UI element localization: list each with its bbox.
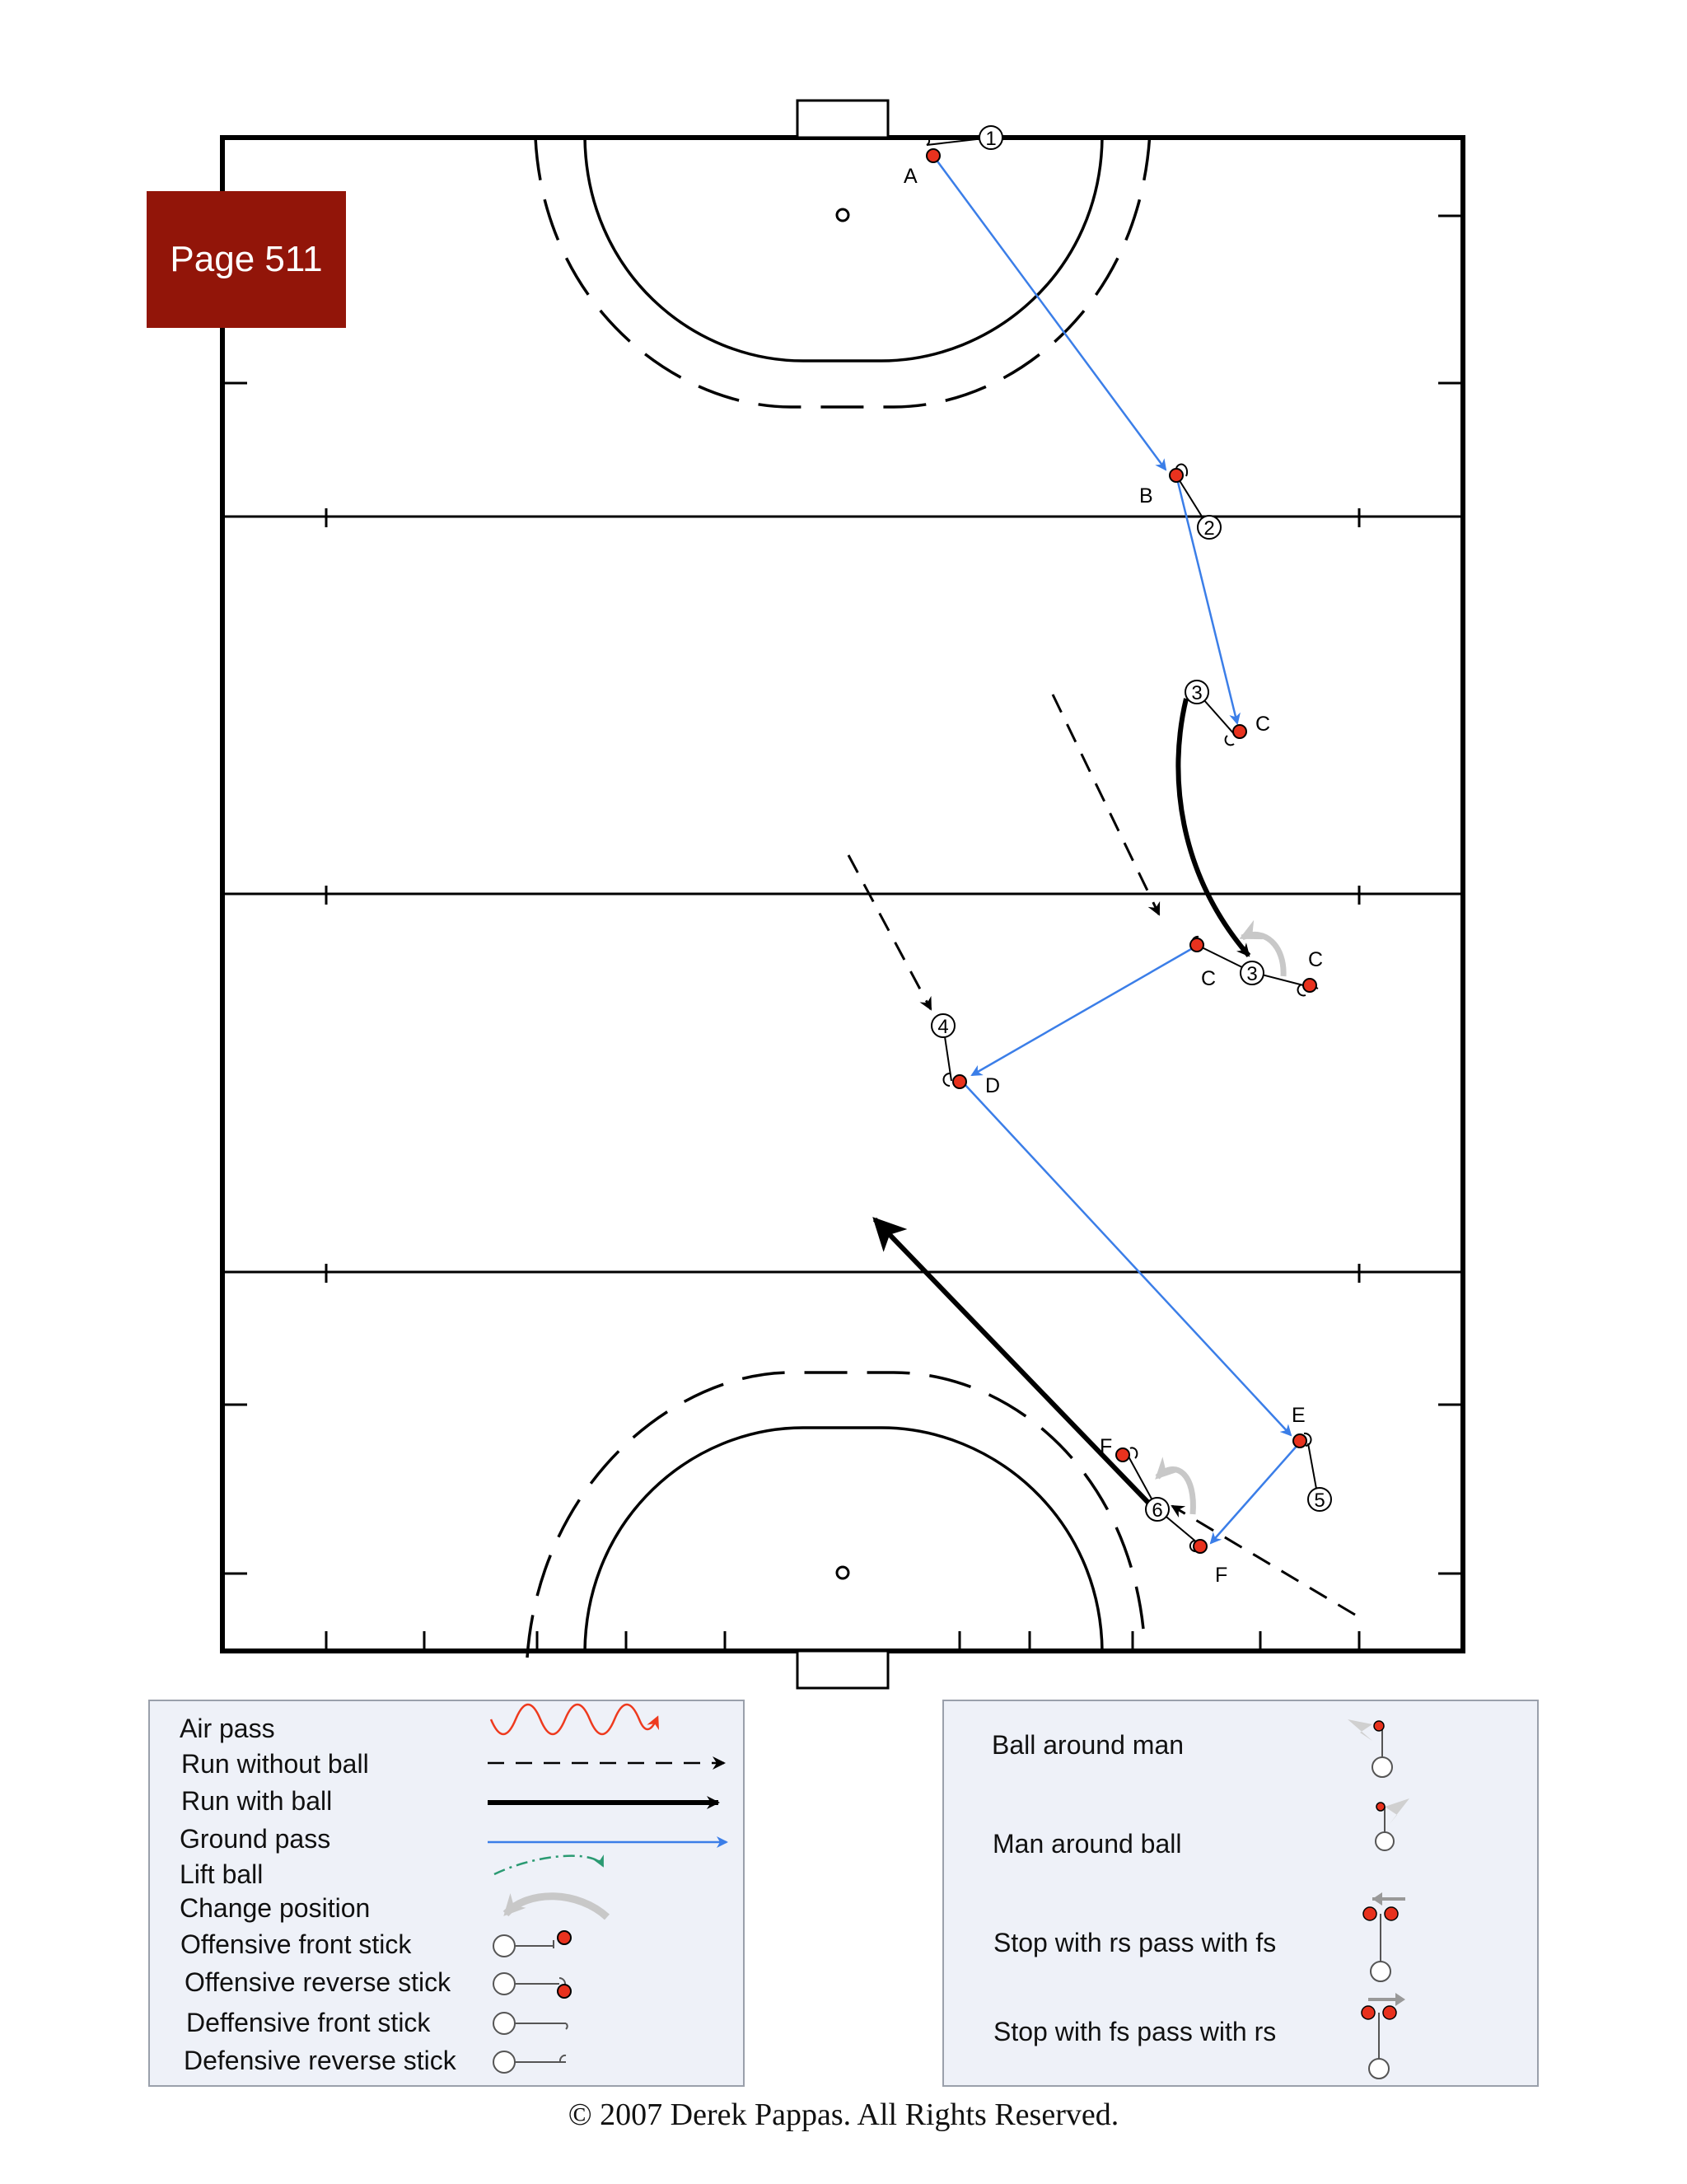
top-shooting-circle	[585, 138, 1102, 361]
runs-with-ball	[875, 699, 1249, 1504]
label-c3: C	[1308, 948, 1324, 971]
copyright-notice: © 2007 Derek Pappas. All Rights Reserved.	[568, 2097, 1119, 2132]
legend-label-man-around-ball: Man around ball	[993, 1829, 1182, 1859]
svg-text:2: 2	[1203, 517, 1215, 540]
svg-text:3: 3	[1191, 682, 1203, 704]
ground-pass-c-to-d	[972, 946, 1197, 1075]
bottom-penalty-spot	[837, 1567, 848, 1578]
player-labels	[904, 165, 1323, 1587]
legend-label-stop-rs-pass-fs: Stop with rs pass with fs	[993, 1928, 1277, 1957]
run-without-ball-1	[1053, 694, 1159, 914]
step-markers	[932, 126, 1331, 1522]
field-outline	[222, 101, 1463, 1688]
step-marker-2	[1198, 516, 1221, 540]
player-b	[1170, 469, 1183, 482]
legend-lift-ball-symbol	[494, 1856, 603, 1874]
label-d: D	[985, 1074, 1001, 1097]
svg-text:5: 5	[1314, 1490, 1325, 1512]
player-c1	[1233, 725, 1246, 738]
step-marker-3b	[1241, 961, 1264, 985]
player-c2	[1190, 938, 1203, 952]
legend-label-change-position: Change position	[180, 1893, 371, 1923]
legend-ball-around-man-symbol	[1348, 1719, 1392, 1777]
runs-without-ball	[848, 694, 1355, 1615]
top-goal	[797, 101, 888, 138]
bottom-shooting-circle	[585, 1428, 1102, 1651]
legend-label-ball-around-man: Ball around man	[992, 1730, 1185, 1760]
player-a	[927, 149, 940, 162]
run-without-ball-2	[848, 855, 931, 1009]
label-f1: F	[1100, 1435, 1113, 1458]
legend-label-offensive-front-stick: Offensive front stick	[180, 1929, 412, 1959]
step-marker-6	[1146, 1498, 1169, 1522]
step-marker-4	[932, 1014, 955, 1038]
label-b: B	[1139, 484, 1153, 507]
top-penalty-spot	[837, 209, 848, 221]
svg-text:4: 4	[937, 1016, 949, 1038]
legend-label-air-pass: Air pass	[180, 1714, 275, 1743]
bottom-dashed-circle	[527, 1373, 1145, 1658]
label-a: A	[904, 165, 918, 188]
page-badge: Page 511	[147, 191, 346, 328]
label-f2: F	[1215, 1564, 1228, 1587]
label-c2: C	[1201, 967, 1217, 990]
legend-label-defensive-front-stick: Deffensive front stick	[186, 2008, 431, 2037]
ground-pass-a-to-b	[933, 156, 1166, 470]
field-tick-marks	[222, 216, 1463, 1651]
legend-air-pass-symbol	[491, 1705, 657, 1734]
step-marker-5	[1308, 1488, 1331, 1512]
ground-pass-e-to-f	[1211, 1443, 1299, 1543]
legend-offensive-reverse-stick-symbol	[493, 1973, 571, 1998]
svg-text:1: 1	[985, 128, 997, 150]
legend-change-position-symbol	[506, 1896, 607, 1917]
legend-movements	[148, 1700, 745, 2087]
legend-label-ground-pass: Ground pass	[180, 1824, 331, 1854]
svg-text:6: 6	[1152, 1499, 1163, 1522]
legend-label-run-without-ball: Run without ball	[181, 1749, 369, 1779]
legend-label-defensive-reverse-stick: Defensive reverse stick	[184, 2046, 456, 2075]
legend-label-lift-ball: Lift ball	[180, 1859, 264, 1889]
player-sticks	[927, 137, 1318, 1551]
legend-label-stop-fs-pass-rs: Stop with fs pass with rs	[993, 2017, 1277, 2046]
legend-techniques	[942, 1700, 1539, 2087]
player-d	[953, 1075, 966, 1088]
player-e	[1293, 1434, 1306, 1447]
change-position-arrows	[1157, 934, 1283, 1514]
legend-stop-rs-pass-fs-symbol	[1363, 1892, 1405, 1981]
player-f1	[1116, 1448, 1129, 1461]
ground-pass-d-to-e	[964, 1083, 1291, 1435]
legend-label-offensive-reverse-stick: Offensive reverse stick	[185, 1967, 451, 1997]
legend-movement-symbols	[150, 1701, 746, 2088]
legend-man-around-ball-symbol	[1376, 1798, 1409, 1850]
label-e: E	[1292, 1404, 1306, 1427]
run-with-ball-long	[875, 1219, 1149, 1504]
player-c3	[1303, 979, 1316, 992]
step-marker-1	[979, 126, 1002, 150]
label-c1: C	[1255, 713, 1271, 736]
legend-technique-symbols	[944, 1701, 1540, 2088]
players	[927, 149, 1316, 1553]
legend-stop-fs-pass-rs-symbol	[1362, 1993, 1405, 2079]
legend-defensive-reverse-stick-symbol	[493, 2051, 566, 2073]
bottom-goal	[797, 1651, 888, 1688]
legend-label-run-with-ball: Run with ball	[181, 1786, 333, 1816]
player-f2	[1194, 1540, 1207, 1553]
svg-text:3: 3	[1246, 963, 1258, 985]
step-marker-3a	[1185, 680, 1208, 704]
legend-defensive-front-stick-symbol	[493, 2013, 568, 2034]
run-without-ball-3	[1172, 1506, 1355, 1615]
legend-offensive-front-stick-symbol	[493, 1931, 571, 1957]
